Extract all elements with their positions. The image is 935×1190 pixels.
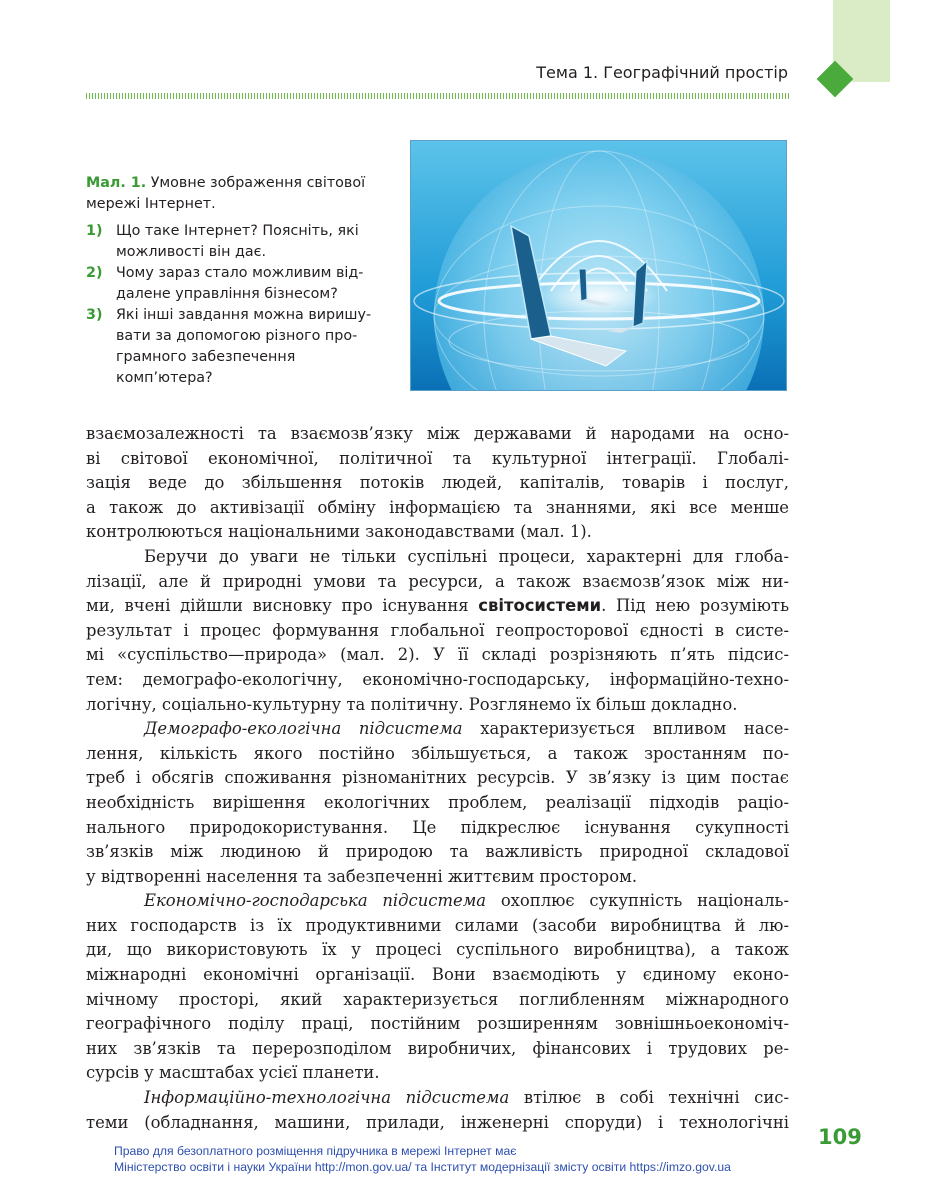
text-line: треб і обсягів споживання різноманітних ресурсів. У зв’язку із цим постає [86, 768, 789, 788]
question-list [86, 221, 386, 389]
question-number: 1) [86, 223, 103, 239]
question-text: Які інші завдання можна виришу- [116, 307, 372, 323]
text-line: а також до активізації обміну інформацією та знаннями, які все менше [86, 497, 789, 517]
globe-laptops-illustration [411, 141, 787, 391]
text-line: ми, вчені дійшли висновку про існування світосистеми. Під нею розуміють [86, 596, 790, 616]
text-line: тем: демографо-екологічну, економічно-господарську, інформаційно-техно- [86, 669, 789, 689]
text-line: зв’язків між людиною й природою та важливість природної складової [86, 842, 789, 862]
question-text: далене управління бізнесом? [116, 286, 338, 302]
text-line: Інформаційно-технологічна підсистема втілює в собі технічні сис- [144, 1088, 789, 1108]
text-line: необхідність вирішення екологічних проблем, реалізації підходів раціо- [86, 792, 789, 812]
text-line: логічну, соціально-культурну та політичну. Розглянемо їх більш докладно. [86, 694, 738, 714]
term-svitosystema: світосистеми [478, 596, 602, 616]
text-line: лізації, але й природні умови та ресурси, а також взаємозв’язок між ни- [86, 571, 789, 591]
caption-text-1: Умовне зображення світової [150, 175, 366, 191]
body-text [86, 422, 789, 1135]
figure-caption [86, 173, 386, 389]
caption-text-2: мережі Інтернет. [86, 196, 216, 212]
text-line: сурсів у масштабах усієї планети. [86, 1063, 380, 1083]
question-item [86, 305, 386, 389]
term-demographic-ecological: Демографо-екологічна підсистема [144, 719, 463, 739]
page-number: 109 [818, 1125, 862, 1149]
question-text: Чому зараз стало можливим від- [116, 265, 364, 281]
header-dotted-rule [86, 93, 789, 99]
text-line: Економічно-господарська підсистема охоплює сукупність національ- [144, 891, 789, 911]
text-line: ві світової економічної, політичної та культурної інтеграції. Глобалі- [86, 448, 789, 468]
question-number: 3) [86, 307, 103, 323]
question-text: Що таке Інтернет? Поясніть, які [116, 223, 359, 239]
text-line: зація веде до збільшення потоків людей, капіталів, товарів і послуг, [86, 473, 789, 493]
text-line: них господарств із їх продуктивними силами (засоби виробництва й лю- [86, 915, 789, 935]
text-line: Демографо-екологічна підсистема характеризується впливом насе- [144, 719, 790, 739]
text-line: мічному просторі, який характеризується поглибленням міжнародного [86, 989, 789, 1009]
text-line: у відтворенні населення та забезпеченні життєвим простором. [86, 866, 638, 886]
question-item [86, 221, 386, 263]
question-text: комп’ютера? [116, 370, 213, 386]
footer-line-1: Право для безоплатного розміщення підручника в мережі Інтернет має [114, 1144, 517, 1158]
text-line: лення, кількість якого постійно збільшується, а також зростанням по- [86, 743, 789, 763]
footer-notice [114, 1143, 854, 1175]
text-line: ди, що використовують їх у процесі суспільного виробництва), а також [86, 940, 789, 960]
question-item [86, 263, 386, 305]
text-line: міжнародні економічні організації. Вони взаємодіють у єдиному еконо- [86, 965, 789, 985]
question-text: вати за допомогою різного про- [116, 328, 358, 344]
figure-label: Мал. 1. [86, 175, 147, 191]
text-line: контролюються національними законодавствами (мал. 1). [86, 522, 592, 542]
text-line: Беручи до уваги не тільки суспільні процеси, характерні для глоба- [144, 546, 789, 566]
text-line: географічного поділу праці, постійним розширенням зовнішньоекономіч- [86, 1014, 789, 1034]
text-line: результат і процес формування глобальної геопросторової єдності в систе- [86, 620, 789, 640]
text-line: нального природокористування. Це підкреслює існування сукупності [86, 817, 789, 837]
question-text: грамного забезпечення [116, 349, 296, 365]
text-line: взаємозалежності та взаємозв’язку між державами й народами на осно- [86, 424, 789, 443]
internet-globe-image [410, 140, 787, 391]
question-number: 2) [86, 265, 103, 281]
text-line: мі «суспільство—природа» (мал. 2). У її складі розрізняють п’ять підсис- [86, 645, 789, 665]
footer-line-2: Міністерство освіти і науки України http://mon.gov.ua/ та Інститут модернізації змісту освіти https://imzo.gov.ua [114, 1160, 731, 1174]
term-information-tech: Інформаційно-технологічна підсистема [144, 1088, 510, 1108]
text-line: них зв’язків та перерозподілом виробничих, фінансових і трудових ре- [86, 1038, 789, 1058]
term-economic: Економічно-господарська підсистема [144, 891, 487, 911]
question-text: можливості він дає. [116, 244, 267, 260]
text-line: теми (обладнання, машини, прилади, інженерні споруди) і технологічні [86, 1112, 789, 1132]
page-header-title: Тема 1. Географічний простір [536, 63, 788, 82]
